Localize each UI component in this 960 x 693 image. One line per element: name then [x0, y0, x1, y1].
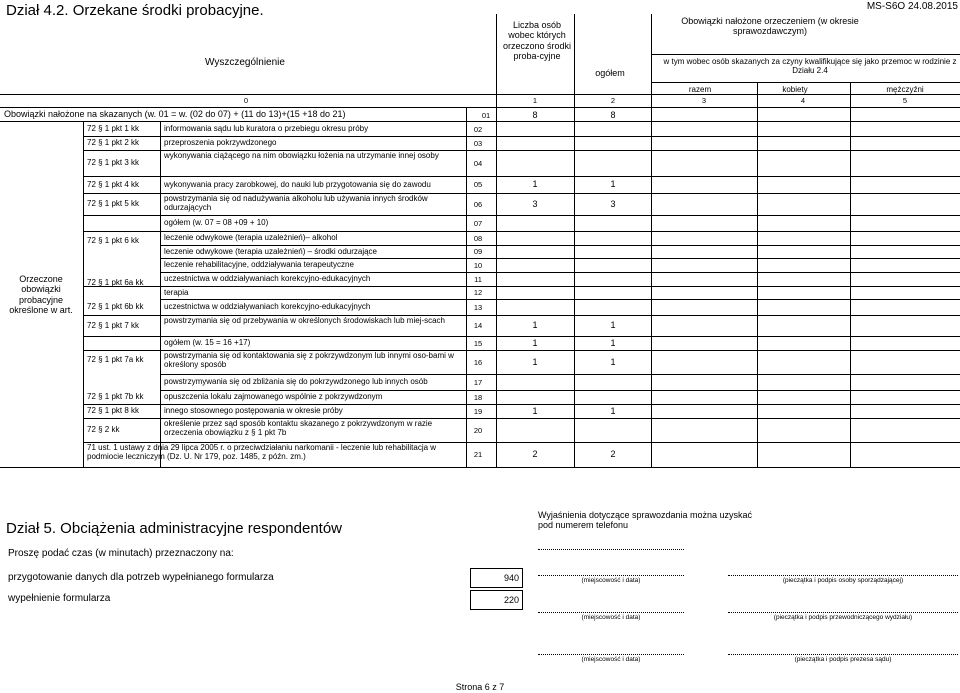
row-text: informowania sądu lub kuratora o przebiegu okresu próby [164, 124, 369, 133]
row-article: 72 § 1 pkt 6a kk [87, 278, 144, 287]
row-text: leczenie odwykowe (terapia uzależnień)– alkohol [164, 233, 338, 242]
row-number: 14 [473, 321, 483, 330]
dzial5-item1-value[interactable]: 940 [470, 568, 523, 588]
row-article: 72 § 1 pkt 8 kk [87, 406, 140, 415]
cell-col2[interactable]: 1 [610, 405, 616, 416]
side-label: Orzeczone obowiązki probacyjne określone w art. [9, 274, 73, 316]
cell-col2[interactable]: 3 [610, 198, 616, 209]
row-text: opuszczenia lokalu zajmowanego wspólnie z pokrzywdzonym [164, 392, 383, 401]
header-col-a: Wyszczególnienie [205, 57, 285, 68]
sig-president: (pieczątka i podpis prezesa sądu) [794, 656, 892, 663]
place-date-2: (miejscowość i data) [581, 614, 641, 621]
row-number: 09 [473, 247, 483, 256]
row-article: 72 § 2 kk [87, 425, 120, 434]
row-number: 08 [473, 233, 483, 243]
cell-col1[interactable]: 1 [532, 320, 538, 330]
col-num-5: 5 [902, 96, 908, 105]
header-col-subgroup: w tym wobec osób skazanych za czyny kwalifikujące się jako przemoc w rodzinie z Działu 2.4 [663, 57, 957, 76]
row-number: 03 [473, 138, 483, 148]
col-num-0: 0 [243, 96, 249, 105]
header-col-3: razem [688, 85, 712, 94]
place-date-1: (miejscowość i data) [581, 577, 641, 584]
row-number: 15 [473, 338, 483, 348]
row-text: określenie przez sąd sposób kontaktu skazanego z pokrzywdzonym w razie orzeczenia obowiązku z § 1 pkt 7b [164, 419, 433, 438]
row-text: terapia [164, 287, 189, 297]
row-text: ogółem (w. 07 = 08 +09 + 10) [164, 218, 269, 227]
row-number: 20 [473, 425, 483, 435]
cell-col1[interactable]: 1 [532, 337, 538, 348]
row-number: 21 [473, 450, 483, 459]
row-number: 16 [473, 357, 483, 367]
row-number: 17 [473, 377, 483, 387]
sig-chair: (pieczątka i podpis przewodniczącego wydziału) [773, 614, 913, 621]
row01-c1: 8 [532, 110, 538, 120]
row-article: 72 § 1 pkt 2 kk [87, 138, 140, 147]
row-article: 72 § 1 pkt 6b kk [87, 302, 144, 311]
dzial5-question: Proszę podać czas (w minutach) przeznaczony na: [8, 548, 234, 559]
header-col-1: Liczba osób wobec których orzeczono środki proba-cyjne [502, 20, 572, 62]
row-article: 72 § 1 pkt 5 kk [87, 199, 140, 208]
row-text: innego stosownego postępowania w okresie próby [164, 406, 343, 415]
row-text: powstrzymania się od nadużywania alkoholu lub używania innych środków odurzających [164, 194, 428, 213]
row-text: uczestnictwa w oddziaływaniach korekcyjno-edukacyjnych [164, 302, 371, 311]
col-num-1: 1 [532, 96, 538, 105]
row-number: 13 [473, 302, 483, 312]
cell-col1[interactable]: 1 [532, 179, 538, 189]
cell-col1[interactable]: 3 [532, 198, 538, 209]
row-number: 11 [474, 274, 482, 284]
row-text: uczestnictwa w oddziaływaniach korekcyjno-edukacyjnych [164, 274, 371, 283]
row-text: przeproszenia pokrzywdzonego [164, 138, 277, 147]
col-num-3: 3 [701, 96, 707, 105]
dzial5-title: Dział 5. Obciążenia administracyjne respondentów [6, 520, 343, 537]
form-code: MS-S6O 24.08.2015 [866, 1, 958, 12]
row-text: powstrzymania się od kontaktowania się z pokrzywdzonym lub innymi oso-bami w określony sposób [164, 351, 454, 370]
explain-title: Wyjaśnienia dotyczące sprawozdania można uzyskać pod numerem telefonu [538, 510, 753, 531]
row-article: 72 § 1 pkt 7 kk [87, 320, 140, 330]
row-text: wykonywania pracy zarobkowej, do nauki lub przygotowania się do zawodu [164, 179, 431, 189]
row-article: 72 § 1 pkt 7a kk [87, 355, 144, 364]
row-text: leczenie odwykowe (terapia uzależnień) – środki odurzające [164, 246, 378, 256]
row-text: ogółem (w. 15 = 16 +17) [164, 338, 251, 347]
dzial5-item2-label: wypełnienie formularza [8, 593, 111, 604]
cell-col1[interactable]: 1 [532, 356, 538, 367]
header-col-4: kobiety [782, 85, 808, 94]
phone-line [538, 549, 684, 550]
row-number: 10 [473, 260, 483, 270]
page-number: Strona 6 z 7 [455, 682, 505, 692]
row-text: wykonywania ciążącego na nim obowiązku łożenia na utrzymanie innej osoby [164, 151, 439, 160]
cell-col2[interactable]: 1 [610, 179, 616, 189]
dzial5-item2-value[interactable]: 220 [470, 590, 523, 610]
row-article: 72 § 1 pkt 1 kk [87, 124, 140, 133]
row-text: powstrzymywania się od zbliżania się do pokrzywdzonego lub innych osób [164, 377, 428, 386]
row-article: 72 § 1 pkt 7b kk [87, 392, 144, 401]
row-text: powstrzymania się od przebywania w określonych środowiskach lub miej-scach [164, 316, 446, 325]
row-number: 12 [473, 288, 483, 297]
row-article: 72 § 1 pkt 6 kk [87, 236, 140, 245]
header-col-5: mężczyźni [886, 85, 924, 94]
cell-col2[interactable]: 2 [610, 449, 616, 459]
place-date-3: (miejscowość i data) [581, 656, 641, 663]
row-text: leczenie rehabilitacyjne, oddziaływania terapeutyczne [164, 260, 354, 269]
sig-preparer: (pieczątka i podpis osoby sporządzającej) [782, 577, 904, 584]
row-number: 07 [473, 218, 483, 228]
row-text: 71 ust. 1 ustawy z dnia 29 lipca 2005 r. o przeciwdziałaniu narkomanii - leczenie lub rehabilitacja w podmiocie leczniczym (Dz. U. Nr 179, poz. 1485, z późn. zm.) [87, 443, 437, 462]
row-number: 18 [473, 392, 483, 402]
header-col-2: ogółem [595, 68, 625, 78]
cell-col2[interactable]: 1 [610, 320, 616, 330]
col-num-2: 2 [610, 96, 616, 105]
section-title: Dział 4.2. Orzekane środki probacyjne. [6, 2, 264, 19]
cell-col2[interactable]: 1 [610, 356, 616, 367]
col-num-4: 4 [800, 96, 806, 105]
row-article: 72 § 1 pkt 4 kk [87, 179, 140, 189]
row01-c2: 8 [610, 110, 616, 120]
row-article: 72 § 1 pkt 3 kk [87, 158, 140, 167]
row-number: 06 [473, 199, 483, 209]
row-number: 04 [473, 158, 483, 168]
row-number: 02 [473, 124, 483, 134]
cell-col1[interactable]: 2 [532, 449, 538, 459]
row-number: 05 [473, 180, 483, 189]
row01-num: 01 [481, 111, 491, 120]
dzial5-item1-label: przygotowanie danych dla potrzeb wypełnianego formularza [8, 572, 274, 583]
cell-col1[interactable]: 1 [532, 405, 538, 416]
row-number: 19 [473, 406, 483, 416]
cell-col2[interactable]: 1 [610, 337, 616, 348]
header-col-group: Obowiązki nałożone orzeczeniem (w okresie sprawozdawczym) [681, 16, 859, 37]
row01-label: Obowiązki nałożone na skazanych (w. 01 = w. (02 do 07) + (11 do 13)+(15 +18 do 21) [4, 109, 346, 119]
